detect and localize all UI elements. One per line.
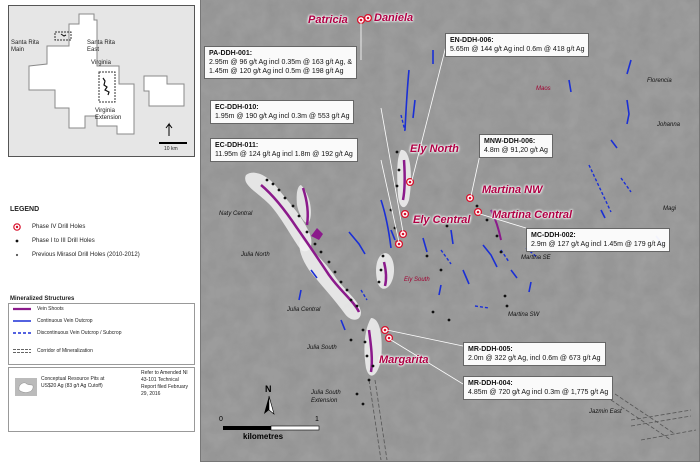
label-julia-north: Julia North [241, 252, 270, 258]
location-inset-map [8, 5, 195, 157]
label-ely-north: Ely North [410, 143, 459, 155]
inset-scale-label: 10 km [164, 146, 178, 152]
refer-note: Refer to Amended NI 43-101 Technical Report filed February 29, 2016 [141, 370, 188, 397]
callout-mr-ddh-004: MR-DDH-004: 4.85m @ 720 g/t Ag incl 0.3m @ 1,775 g/t Ag [463, 376, 613, 400]
label-julia-south: Julia South [307, 345, 337, 351]
label-martina-sw: Martina SW [508, 312, 540, 318]
callout-ec-ddh-010: EC-DDH-010: 1.95m @ 190 g/t Ag incl 0.3m @ 553 g/t Ag [210, 100, 354, 124]
label-daniela: Daniela [374, 12, 414, 24]
callout-mr-ddh-005: MR-DDH-005: 2.0m @ 322 g/t Ag, incl 0.6m @ 673 g/t Ag [463, 342, 606, 366]
label-martina-central: Martina Central [492, 209, 573, 221]
inset-label-santa-rita-east: Santa Rita East [87, 40, 116, 53]
label-martina-se: Martina SE [521, 255, 551, 261]
inset-label-santa-rita-main: Santa Rita Main [11, 40, 40, 53]
label-naty-central: Naty Central [219, 211, 253, 217]
resource-label: Conceptual Resource Pits at US$20 Ag (83 g/t Ag Cutoff) [41, 376, 105, 389]
legend-row-phase4 [8, 222, 85, 232]
legend-phase4-label: Phase IV Drill Holes [32, 224, 86, 230]
label-maos: Maos [536, 86, 551, 92]
inset-label-virginia-extension: Virginia Extension [95, 108, 122, 121]
callout-ec-ddh-011: EC-DDH-011: 11.95m @ 124 g/t Ag incl 1.8m @ 192 g/t Ag [210, 138, 358, 162]
scale-end: 1 [315, 416, 319, 423]
legend-phase1-3-label: Phase I to III Drill Holes [32, 238, 95, 244]
label-julia-south-extension: Julia South Extension [311, 390, 341, 404]
north-letter: N [265, 384, 272, 394]
label-florencia: Florencia [647, 78, 672, 84]
callout-mc-ddh-002: MC-DDH-002: 2.9m @ 127 g/t Ag incl 1.45m @ 179 g/t Ag [526, 228, 670, 252]
label-patricia: Patricia [308, 14, 348, 26]
structures-title: Mineralized Structures [10, 296, 75, 302]
legend-row-previous [8, 250, 140, 260]
label-ely-central: Ely Central [413, 214, 471, 226]
label-julia-central: Julia Central [287, 307, 321, 313]
legend-panel [0, 0, 201, 462]
legend-row-phase1-3 [8, 236, 95, 246]
legend-continuous-vein: Continuous Vein Outcrop [37, 318, 93, 324]
label-martina-nw: Martina NW [482, 184, 543, 196]
scale-start: 0 [219, 416, 223, 423]
label-magi: Magi [663, 206, 677, 212]
label-johanna: Johanna [657, 122, 681, 128]
legend-discontinuous-vein: Discontinuous Vein Outcrop / Subcrop [37, 330, 122, 336]
legend-corridor: Corridor of Mineralization [37, 348, 93, 354]
inset-svg [9, 6, 194, 156]
resource-box [8, 367, 195, 432]
label-jazmin-east: Jazmin East [589, 409, 622, 415]
inset-label-virginia: Virginia [91, 60, 111, 66]
label-ely-south: Ely South [404, 277, 430, 283]
legend-previous-label: Previous Mirasol Drill Holes (2010-2012) [32, 252, 140, 258]
map-area [201, 0, 699, 461]
structures-box [8, 303, 195, 365]
resource-pit-icon [15, 378, 37, 396]
legend-title: LEGEND [10, 206, 40, 213]
label-margarita: Margarita [379, 354, 429, 366]
callout-mnw-ddh-006: MNW-DDH-006: 4.8m @ 91,20 g/t Ag [479, 134, 553, 158]
callout-en-ddh-006: EN-DDH-006: 5.65m @ 144 g/t Ag incl 0.6m @ 418 g/t Ag [445, 33, 589, 57]
callout-pa-ddh-001: PA-DDH-001: 2.95m @ 96 g/t Ag incl 0.35m @ 163 g/t Ag, & 1.45m @ 120 g/t Ag incl 0.5m @ 198 g/t Ag [204, 46, 357, 79]
scale-bar [223, 426, 319, 430]
legend-vein-shoots: Vein Shoots [37, 306, 64, 312]
scale-unit: kilometres [243, 432, 284, 441]
